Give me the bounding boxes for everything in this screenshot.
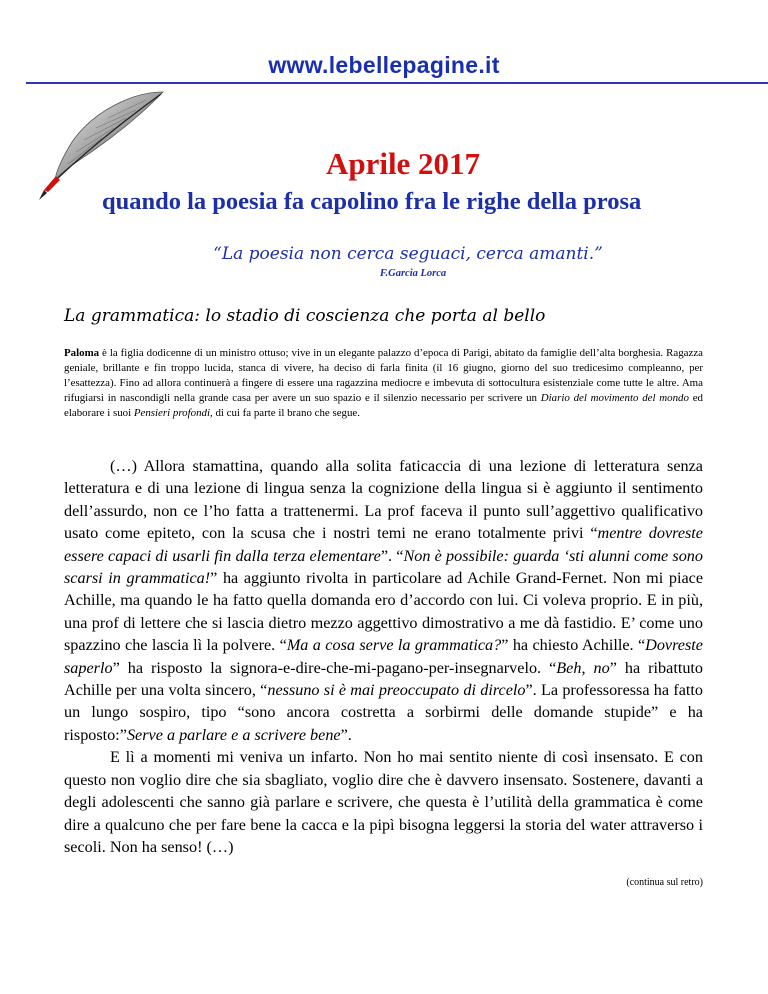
excerpt-text-segment: ” ha ribattuto Achille per una volta sincero, “ [64, 658, 704, 700]
intro-lead-name: Paloma [64, 347, 100, 359]
excerpt-italic-segment: Beh, no [556, 658, 610, 677]
excerpt-italic-segment: Non è possibile: guarda ‘sti alunni come sono scarsi in grammatica! [64, 546, 703, 588]
epigraph-author: F.Garcia Lorca [379, 268, 447, 279]
excerpt-text-segment: ”. “ [380, 546, 404, 565]
excerpt-paragraph-2: E lì a momenti mi veniva un infarto. Non ho mai sentito niente di così insensato. E con questo non voglio dire che sia sbagliato, voglio dire che è davvero insensato. Sostenere, davanti a degli adolescenti che sanno già parlare e scrivere, che questa è l’utilità della grammatica è come dire a qualcuno che per fare bene la cacca e la pipì bisogna leggersi la storia del water attraverso i secoli. Non ha senso! (…) [64, 748, 703, 856]
excerpt-text-segment: ” ha chiesto Achille. “ [501, 636, 646, 655]
excerpt-body [64, 455, 703, 858]
intro-paragraph [64, 346, 703, 421]
intro-text-2: ed elaborare i suoi [64, 392, 703, 419]
excerpt-text-segment: ” ha risposto la signora-e-dire-che-mi-pagano-per-insegnarvelo. “ [112, 658, 557, 677]
intro-text-3: , di cui fa parte il brano che segue. [210, 407, 360, 419]
excerpt-italic-segment: Ma a cosa serve la grammatica? [286, 636, 502, 655]
intro-italic-1: Diario del movimento del mondo [540, 392, 689, 404]
site-url[interactable]: www.lebellepagine.it [268, 52, 500, 78]
excerpt-italic-segment: nessuno si è mai preoccupato di dircelo [267, 681, 526, 700]
continued-note: (continua sul retro) [626, 877, 703, 888]
excerpt-italic-segment: Serve a parlare e a scrivere bene [126, 725, 341, 744]
intro-italic-2: Pensieri profondi [133, 407, 210, 419]
epigraph-quote: “La poesia non cerca seguaci, cerca amanti.” [213, 244, 603, 264]
excerpt-text-segment: ” ha aggiunto rivolta in particolare ad Achile Grand-Fernet. Non mi piace Achille, ma quando le ha fatto quella domanda ero d’accordo con lui. Ci voleva proprio. E in più, una prof di lettere che si lascia dietro mezzo aggettivo dimostrativo a me dà fastidio. E’ come uno spazzino che lascia lì la polvere. “ [64, 569, 704, 655]
issue-title: Aprile 2017 [325, 146, 481, 181]
section-heading: La grammatica: lo stadio di coscienza che porta al bello [64, 306, 546, 326]
excerpt-text-segment: ”. [340, 725, 352, 744]
excerpt-italic-segment: mentre dovreste essere capaci di usarli fin dalla terza elementare [64, 524, 703, 565]
excerpt-paragraph-1 [64, 455, 703, 746]
header-divider [26, 82, 768, 84]
issue-subtitle: quando la poesia fa capolino fra le righe della prosa [102, 188, 642, 215]
intro-text-1: è la figlia dodicenne di un ministro ottuso; vive in un elegante palazzo d’epoca di Parigi, abitato da famiglie dell’alta borghesia. Ragazza geniale, brillante e fin troppo lucida, stanca di vivere, ha deciso di farla finita (il 16 giugno, giorno del suo tredicesimo compleanno, per l’esattezza). Fino ad allora continuerà a fingere di essere una ragazzina mediocre e imbevuta di sottocultura esistenziale come tutte le altre. Ama rifugiarsi in nascondigli nella grande casa per avere un suo spazio e il silenzio necessario per scrivere un [64, 347, 703, 404]
excerpt-text-segment: ”. La professoressa ha fatto un lungo sospiro, tipo “sono ancora costretta a sorbirmi delle domande stupide” e ha risposto:” [64, 681, 704, 744]
excerpt-text-segment: (…) Allora stamattina, quando alla solita faticaccia di una lezione di letteratura senza letteratura e di una lezione di lingua senza la cognizione della lingua si è aggiunto il sentimento dell’assurdo, non ce l’ho fatta a trattenermi. La prof faceva il punto sull’aggettivo qualificativo usato come epiteto, con la scusa che i nostri temi ne erano totalmente privi “ [64, 457, 703, 543]
excerpt-italic-segment: Dovreste saperlo [64, 636, 703, 677]
